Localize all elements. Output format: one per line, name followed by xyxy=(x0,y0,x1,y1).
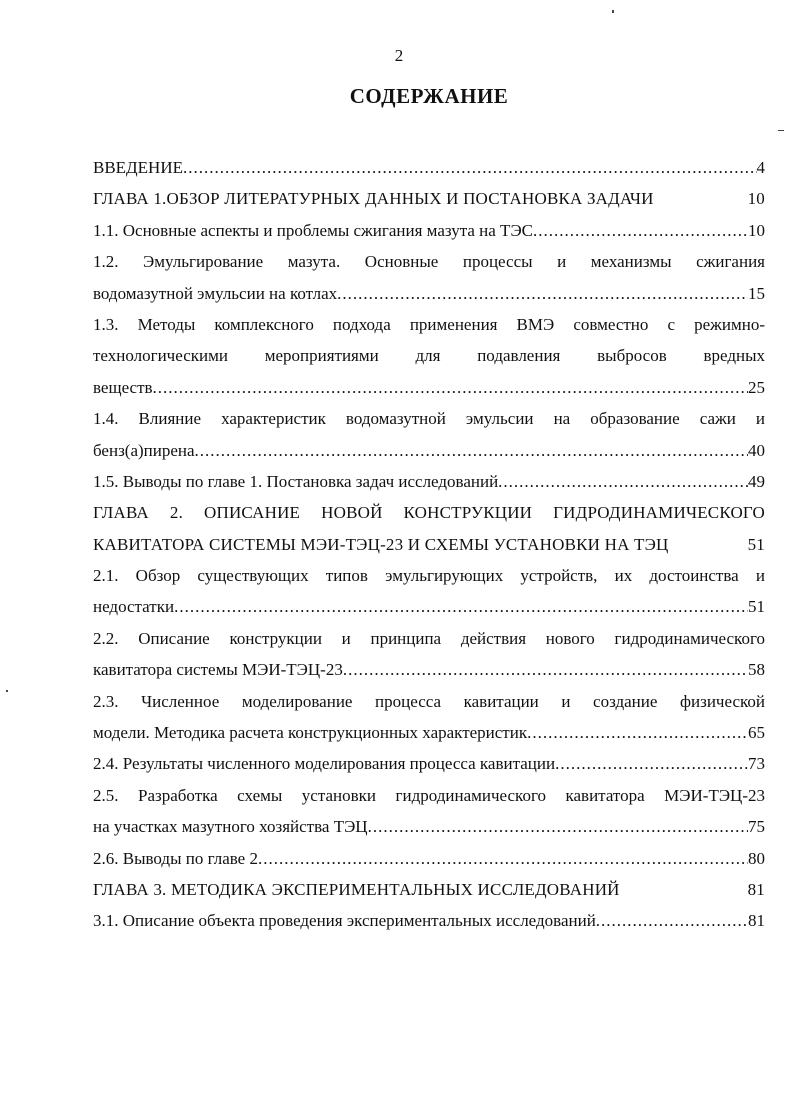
toc-entry-text: модели. Методика расчета конструкционных характеристик xyxy=(93,723,528,743)
toc-entry-2-1-line1: 2.1. Обзор существующих типов эмульгирующих устройств, их достоинства и xyxy=(93,566,765,586)
toc-entry-text: недостатки xyxy=(93,597,175,617)
toc-page-number: 4 xyxy=(756,158,765,177)
toc-page-number: 65 xyxy=(748,723,765,743)
toc-entry-1-4-line2 xyxy=(93,435,765,466)
toc-entry-text: ВВЕДЕНИЕ xyxy=(93,158,183,177)
toc-entry-text: 3.1. Описание объекта проведения экспериментальных исследований xyxy=(93,911,596,931)
toc-entry-1-2-line2 xyxy=(93,278,765,309)
toc-entry-text: 1.1. Основные аспекты и проблемы сжигания мазута на ТЭС xyxy=(93,220,533,240)
toc-entry-3-1 xyxy=(93,905,765,936)
toc-chapter-2-line1: ГЛАВА 2. ОПИСАНИЕ НОВОЙ КОНСТРУКЦИИ ГИДРОДИНАМИЧЕСКОГО xyxy=(93,503,765,523)
leader-dots xyxy=(337,278,748,309)
toc-page-number: 25 xyxy=(748,377,765,397)
toc-entry-2-5-line2 xyxy=(93,811,765,842)
toc-page-number: 80 xyxy=(748,848,765,868)
leader-dots xyxy=(174,591,748,622)
leader-dots xyxy=(195,435,748,466)
leader-dots xyxy=(527,717,748,748)
scan-speck xyxy=(612,10,614,13)
toc-page-number: 40 xyxy=(748,440,765,460)
leader-dots xyxy=(343,654,748,685)
toc-page-number: 75 xyxy=(748,817,765,837)
toc-entry-2-1-line2 xyxy=(93,591,765,622)
toc-entry-1-3-line1: 1.3. Методы комплексного подхода применения ВМЭ совместно с режимно- xyxy=(93,314,765,334)
toc-entry-text: 1.5. Выводы по главе 1. Постановка задач исследований xyxy=(93,471,499,491)
toc-entry-text: веществ xyxy=(93,377,153,397)
toc-entry-2-6 xyxy=(93,843,765,874)
toc-entry-text: 2.4. Результаты численного моделирования процесса кавитации xyxy=(93,754,556,774)
table-of-contents xyxy=(93,152,765,937)
toc-page-number: 10 xyxy=(748,220,765,240)
toc-page-number: 58 xyxy=(748,660,765,680)
toc-entry-text: кавитатора системы МЭИ-ТЭЦ-23 xyxy=(93,660,343,680)
leader-dots xyxy=(596,905,748,936)
toc-entry-2-3-line1: 2.3. Численное моделирование процесса кавитации и создание физической xyxy=(93,691,765,711)
toc-entry-2-2-line1: 2.2. Описание конструкции и принципа действия нового гидродинамического xyxy=(93,628,765,648)
toc-entry-2-5-line1: 2.5. Разработка схемы установки гидродинамического кавитатора МЭИ-ТЭЦ-23 xyxy=(93,785,765,805)
toc-page-number: 15 xyxy=(748,283,765,303)
toc-entry-1-1 xyxy=(93,215,765,246)
toc-chapter-1 xyxy=(93,183,765,214)
leader-dots xyxy=(533,215,748,246)
toc-entry-text: КАВИТАТОРА СИСТЕМЫ МЭИ-ТЭЦ-23 И СХЕМЫ УСТАНОВКИ НА ТЭЦ xyxy=(93,534,669,554)
toc-entry-text: 2.6. Выводы по главе 2 xyxy=(93,848,258,868)
toc-entry-2-3-line2 xyxy=(93,717,765,748)
toc-entry-2-2-line2 xyxy=(93,654,765,685)
leader-dots xyxy=(258,843,748,874)
toc-entry-text: на участках мазутного хозяйства ТЭЦ xyxy=(93,817,368,837)
toc-entry-1-3-line3 xyxy=(93,372,765,403)
leader-dots xyxy=(368,811,748,842)
leader-dots xyxy=(498,466,748,497)
toc-entry-1-4-line1: 1.4. Влияние характеристик водомазутной эмульсии на образование сажи и xyxy=(93,409,765,429)
toc-chapter-2-line2 xyxy=(93,529,765,560)
leader-dots xyxy=(153,372,748,403)
toc-page-number: 49 xyxy=(748,471,765,491)
toc-entry-1-2-line1: 1.2. Эмульгирование мазута. Основные процессы и механизмы сжигания xyxy=(93,252,765,272)
page-number: 2 xyxy=(394,46,404,65)
toc-entry-text: водомазутной эмульсии на котлах xyxy=(93,283,338,303)
toc-entry-1-5 xyxy=(93,466,765,497)
toc-page-number: 81 xyxy=(747,879,765,899)
toc-page-number: 51 xyxy=(747,534,765,554)
toc-page-number: 73 xyxy=(748,754,765,774)
toc-page-number: 81 xyxy=(748,911,765,931)
toc-page-number: 10 xyxy=(747,189,765,209)
page-title: СОДЕРЖАНИЕ xyxy=(349,84,509,108)
toc-entry-text: бенз(а)пирена xyxy=(93,440,195,460)
toc-entry-text: ГЛАВА 1.ОБЗОР ЛИТЕРАТУРНЫХ ДАННЫХ И ПОСТАНОВКА ЗАДАЧИ xyxy=(93,189,654,209)
toc-page-number: 51 xyxy=(748,597,765,617)
toc-entry-intro xyxy=(93,152,765,183)
toc-entry-1-3-line2: технологическими мероприятиями для подавления выбросов вредных xyxy=(93,346,765,366)
scan-speck xyxy=(6,690,8,692)
scan-speck xyxy=(778,130,784,131)
toc-chapter-3 xyxy=(93,874,765,905)
toc-entry-text: ГЛАВА 3. МЕТОДИКА ЭКСПЕРИМЕНТАЛЬНЫХ ИССЛЕДОВАНИЙ xyxy=(93,879,620,899)
leader-dots xyxy=(555,748,748,779)
leader-dots xyxy=(183,152,757,183)
toc-entry-2-4 xyxy=(93,748,765,779)
